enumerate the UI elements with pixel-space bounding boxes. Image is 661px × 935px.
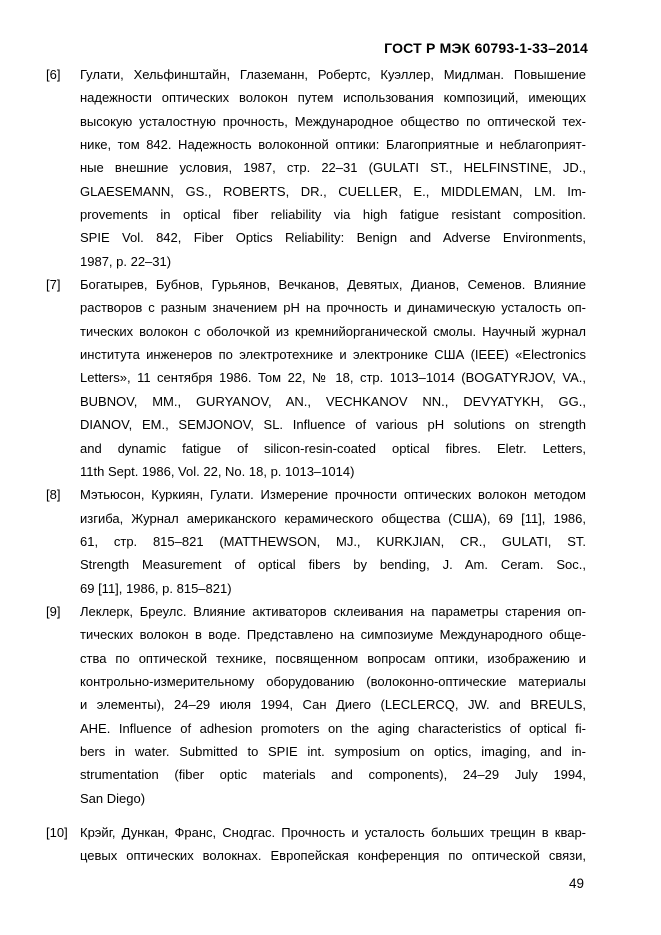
reference-line: Гулати, Хельфинштайн, Глаземанн, Робертс, Куэллер, Мидлман. Повышение [80,67,586,82]
reference-line: надежности оптических волокон путем использования композиций, имеющих [80,90,586,106]
reference-line: ства по оптической технике, посвященном вопросам оптики, изображению и [80,650,586,666]
reference-line: and dynamic fatigue of silicon-resin-coated optical fibres. Eletr. Letters, [80,440,586,456]
reference-line: института инженеров по электротехнике и электронике США (IEEE) «Electronics [80,347,586,363]
reference-text [80,821,586,868]
reference-text [80,600,586,810]
reference-item [46,63,586,273]
reference-item [46,600,586,810]
reference-line: strumentation (fiber optic materials and components), 24–29 July 1994, [80,767,586,783]
reference-line: DIANOV, EM., SEMJONOV, SL. Influence of various pH solutions on strength [80,417,586,433]
reference-line: 69 [11], 1986, p. 815–821) [80,580,232,596]
reference-line: bers in water. Submitted to SPIE int. symposium on optics, imaging, and in- [80,743,586,759]
reference-item [46,483,586,600]
reference-line: и элементы), 24–29 июля 1994, Сан Диего (LECLERCQ, JW. and BREULS, [80,697,586,713]
reference-number: [10] [46,825,68,840]
reference-number: [9] [46,603,61,619]
reference-line: SPIE Vol. 842, Fiber Optics Reliability: Benign and Adverse Environments, [80,230,586,246]
reference-line: Strength Measurement of optical fibers by bending, J. Am. Ceram. Soc., [80,557,586,573]
reference-line: San Diego) [80,790,146,806]
reference-number: [6] [46,67,61,82]
reference-line: растворов с разным значением pH на прочность и динамическую усталость оп- [80,300,586,316]
reference-line: 11th Sept. 1986, Vol. 22, No. 18, p. 1013–1014) [80,463,355,479]
reference-line: изгиба, Журнал американского керамического общества (США), 69 [11], 1986, [80,510,586,526]
reference-text [80,273,586,483]
references-list [46,63,586,868]
reference-line: 1987, p. 22–31) [80,253,172,269]
document-code: ГОСТ Р МЭК 60793-1-33–2014 [384,40,588,56]
reference-line: контрольно-измерительному оборудованию (волоконно-оптические материалы [80,673,586,689]
reference-number: [8] [46,487,61,503]
reference-line: нике, том 842. Надежность волоконной оптики: Благоприятные и неблагоприят- [80,137,586,153]
reference-line: цевых оптических волокнах. Европейская конференция по оптической связи, [80,848,586,864]
page-number: 49 [568,876,584,891]
reference-item [46,821,586,868]
reference-line: высокую усталостную прочность, Международное общество по оптической тех- [80,113,586,129]
reference-line: AHE. Influence of adhesion promoters on the aging characteristics of optical fi- [80,720,586,736]
reference-line: тических волокон с оболочкой из кремнийорганической смолы. Научный журнал [80,323,586,339]
reference-line: BUBNOV, MM., GURYANOV, AN., VECHKANOV NN., DEVYATYKH, GG., [80,393,586,409]
reference-line: provements in optical fiber reliability via high fatigue resistant composition. [80,207,586,223]
reference-line: Крэйг, Дункан, Франс, Снодгас. Прочность и усталость больших трещин в квар- [80,825,586,840]
reference-number: [7] [46,277,61,293]
reference-text [80,63,586,273]
page-header [384,40,588,56]
reference-line: Богатырев, Бубнов, Гурьянов, Вечканов, Девятых, Дианов, Семенов. Влияние [80,277,586,293]
reference-text [80,483,586,600]
reference-line: Леклерк, Бреулс. Влияние активаторов склеивания на параметры старения оп- [80,603,586,619]
reference-line: тических волокон в воде. Представлено на симпозиуме Международного обще- [80,627,586,643]
reference-line: Мэтьюсон, Куркиян, Гулати. Измерение прочности оптических волокон методом [80,487,586,503]
reference-line: GLAESEMANN, GS., ROBERTS, DR., CUELLER, E., MIDDLEMAN, LM. Im- [80,183,586,199]
reference-item [46,273,586,483]
reference-line: ные внешние условия, 1987, стр. 22–31 (GULATI ST., HELFINSTINE, JD., [80,160,586,176]
reference-line: Letters», 11 сентября 1986. Том 22, № 18, стр. 1013–1014 (BOGATYRJOV, VA., [80,370,586,386]
reference-line: 61, стр. 815–821 (MATTHEWSON, MJ., KURKJIAN, CR., GULATI, ST. [80,533,586,549]
